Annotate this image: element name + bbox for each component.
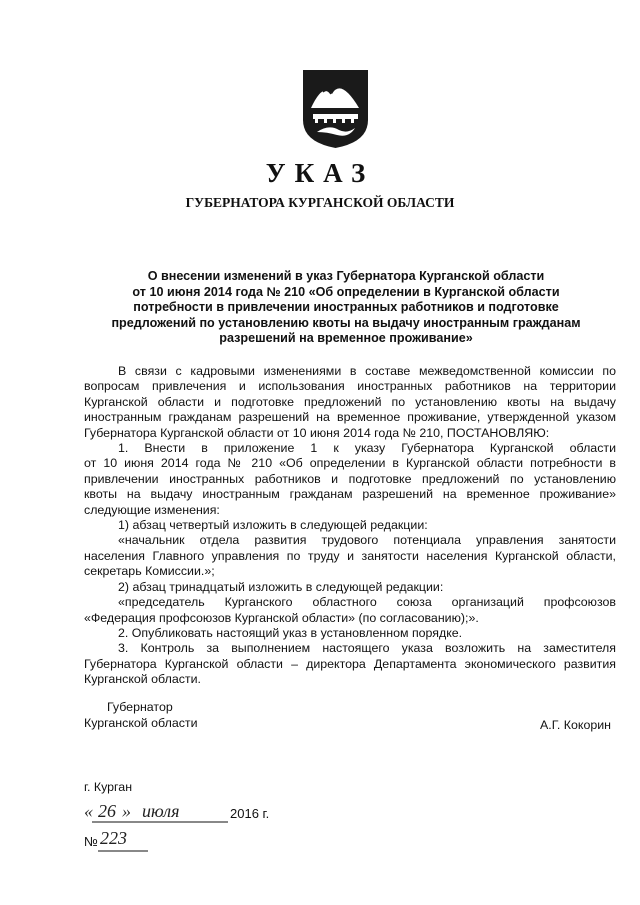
number-sign: №: [84, 834, 98, 849]
date-open-quote: «: [84, 801, 93, 821]
body-line: 1) абзац четвертый изложить в следующей редакции:: [118, 518, 428, 533]
body-line: «Федерация профсоюзов Курганской области» (по согласованию);».: [84, 610, 479, 625]
heading-line: разрешений на временное проживание»: [219, 331, 473, 345]
heading-line: потребности в привлечении иностранных работников и подготовке: [133, 300, 559, 314]
body-line: от 10 июня 2014 года № 210 «Об определении в Курганской области потребности в: [84, 456, 616, 471]
number-underline: [98, 849, 148, 853]
body-line: Губернатора Курганской области от 10 июня 2014 года № 210, ПОСТАНОВЛЯЮ:: [84, 425, 550, 440]
decree-number: [84, 828, 204, 855]
coat-of-arms-emblem: [299, 68, 372, 150]
body-line: привлечении иностранных работников и подготовке предложений по установлению: [84, 471, 616, 486]
date-year: 2016 г.: [230, 806, 270, 821]
date-month-handwritten: июля: [142, 801, 180, 821]
document-subtitle: ГУБЕРНАТОРА КУРГАНСКОЙ ОБЛАСТИ: [185, 195, 455, 210]
body-line: «начальник отдела развития трудового потенциала управления занятости: [118, 533, 616, 548]
number-handwritten: 223: [100, 828, 127, 848]
signing-date: [84, 801, 324, 825]
document-title: УКАЗ: [265, 158, 375, 188]
body-line: 3. Контроль за выполнением настоящего указа возложить на заместителя: [118, 641, 616, 656]
city-name: г. Курган: [84, 780, 133, 794]
signatory-position-line1: Губернатор: [107, 700, 173, 714]
body-line: секретарь Комиссии.»;: [84, 564, 215, 579]
heading-line: предложений по установлению квоты на выдачу иностранным гражданам: [111, 315, 581, 330]
signatory-name: А.Г. Кокорин: [540, 718, 612, 732]
body-line: вопросам привлечения и использования иностранных работников на территории: [84, 379, 616, 394]
body-line: 2) абзац тринадцатый изложить в следующей редакции:: [118, 579, 444, 594]
body-line: «председатель Курганского областного союза организаций профсоюзов: [118, 595, 616, 610]
decree-heading: [96, 269, 596, 347]
heading-line: О внесении изменений в указ Губернатора Курганской области: [147, 269, 545, 283]
heading-line: от 10 июня 2014 года № 210 «Об определении в Курганской области: [132, 284, 560, 299]
body-line: 1. Внести в приложение 1 к указу Губернатора Курганской области: [118, 441, 616, 456]
date-close-quote: »: [122, 801, 131, 821]
date-underline: [92, 820, 228, 824]
body-line: квоты на выдачу иностранным гражданам разрешений на временное проживание»: [84, 487, 616, 502]
date-day-handwritten: 26: [98, 801, 116, 821]
body-line: 2. Опубликовать настоящий указ в установленном порядке.: [118, 625, 463, 640]
body-line: Курганской области и подготовке предложений по установлению квоты на выдачу: [84, 394, 616, 409]
decree-body: [84, 364, 616, 688]
body-line: Курганской области.: [84, 672, 201, 687]
body-line: Губернатора Курганской области – директора Департамента экономического развития: [84, 656, 616, 671]
body-line: В связи с кадровыми изменениями в составе межведомственной комиссии по: [118, 364, 616, 378]
body-line: следующие изменения:: [84, 502, 220, 517]
body-line: иностранным гражданам разрешений на временное проживание, утвержденной указом: [84, 410, 616, 425]
signatory-position-line2: Курганской области: [84, 716, 198, 730]
body-line: населения Главного управления по труду и занятости населения Курганской области,: [84, 548, 616, 563]
